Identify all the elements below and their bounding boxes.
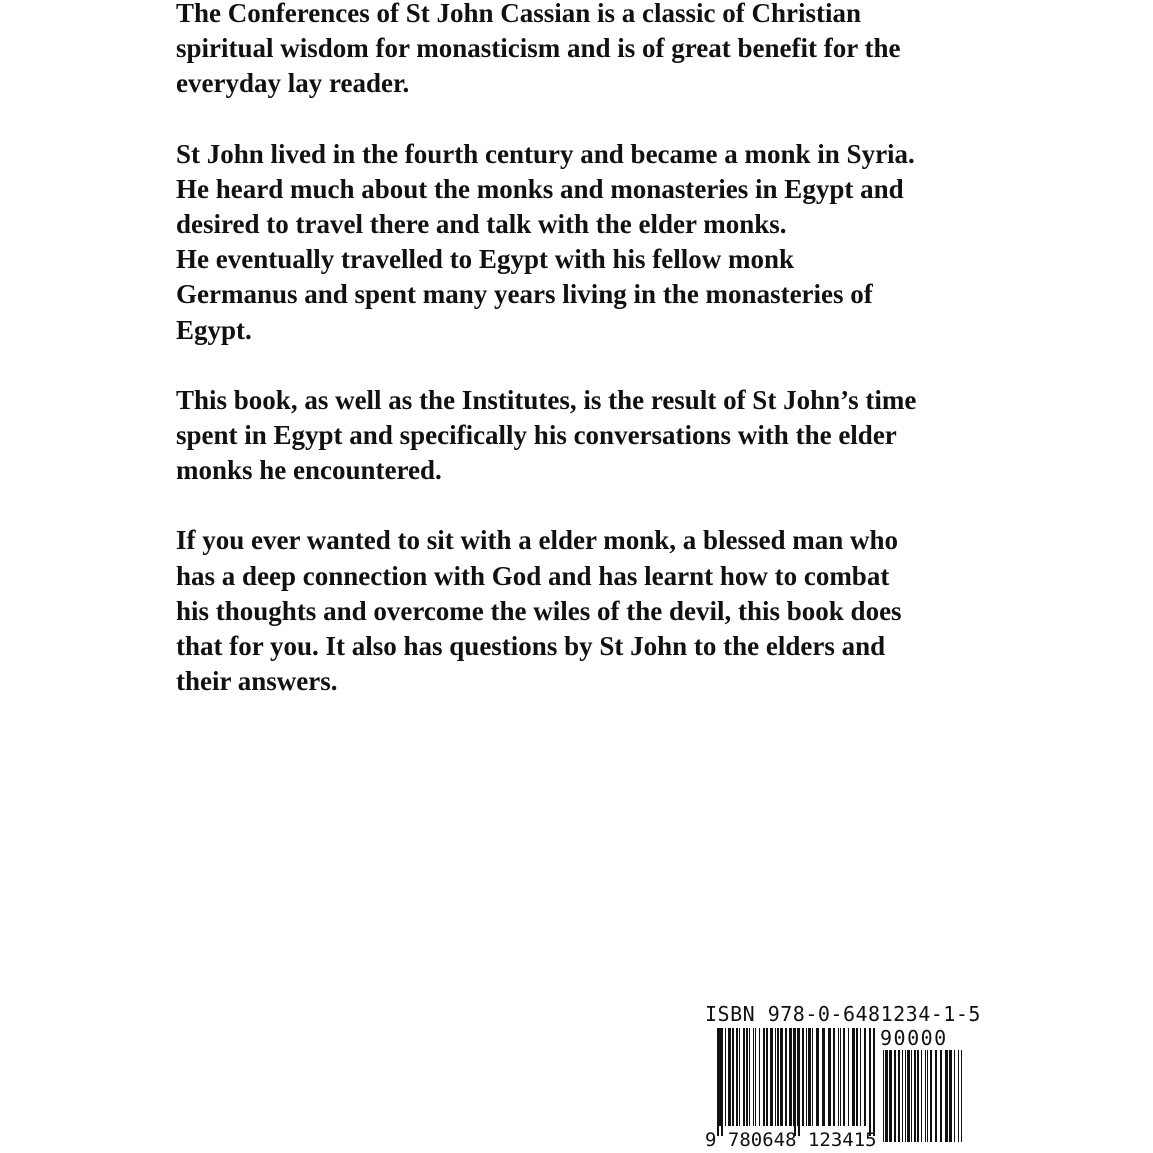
text-line: his thoughts and overcome the wiles of the devil, this book does xyxy=(176,595,902,626)
text-line: St John lived in the fourth century and became a monk in Syria. xyxy=(176,138,915,169)
isbn-label: ISBN 978-0-6481234-1-5 xyxy=(705,1002,981,1026)
text-line: The Conferences of St John Cassian is a classic of Christian xyxy=(176,0,862,28)
text-line: monks he encountered. xyxy=(176,455,442,486)
blurb xyxy=(176,0,986,734)
text-line: spent in Egypt and specifically his conversations with the elder xyxy=(176,420,897,451)
text-line: He heard much about the monks and monasteries in Egypt and xyxy=(176,173,904,204)
blurb-paragraph-1 xyxy=(176,0,986,102)
text-line: Egypt. xyxy=(176,314,252,345)
blurb-paragraph-4 xyxy=(176,523,986,699)
barcode-addon-digits: 90000 xyxy=(880,1026,948,1050)
text-line: has a deep connection with God and has learnt how to combat xyxy=(176,560,890,591)
barcode-main-digits: 9 780648 123415 xyxy=(705,1129,877,1151)
text-line: spiritual wisdom for monasticism and is of great benefit for the xyxy=(176,33,901,64)
text-line: their answers. xyxy=(176,666,338,697)
text-line: He eventually travelled to Egypt with his fellow monk xyxy=(176,244,794,275)
text-line: that for you. It also has questions by St John to the elders and xyxy=(176,631,886,662)
text-line: If you ever wanted to sit with a elder monk, a blessed man who xyxy=(176,525,899,556)
text-line: Germanus and spent many years living in the monasteries of xyxy=(176,279,873,310)
isbn-barcode xyxy=(705,1002,981,1151)
text-line: This book, as well as the Institutes, is the result of St John’s time xyxy=(176,384,917,415)
blurb-paragraph-2 xyxy=(176,137,986,348)
text-line: desired to travel there and talk with the elder monks. xyxy=(176,209,787,240)
blurb-paragraph-3 xyxy=(176,383,986,489)
text-line: everyday lay reader. xyxy=(176,68,410,99)
